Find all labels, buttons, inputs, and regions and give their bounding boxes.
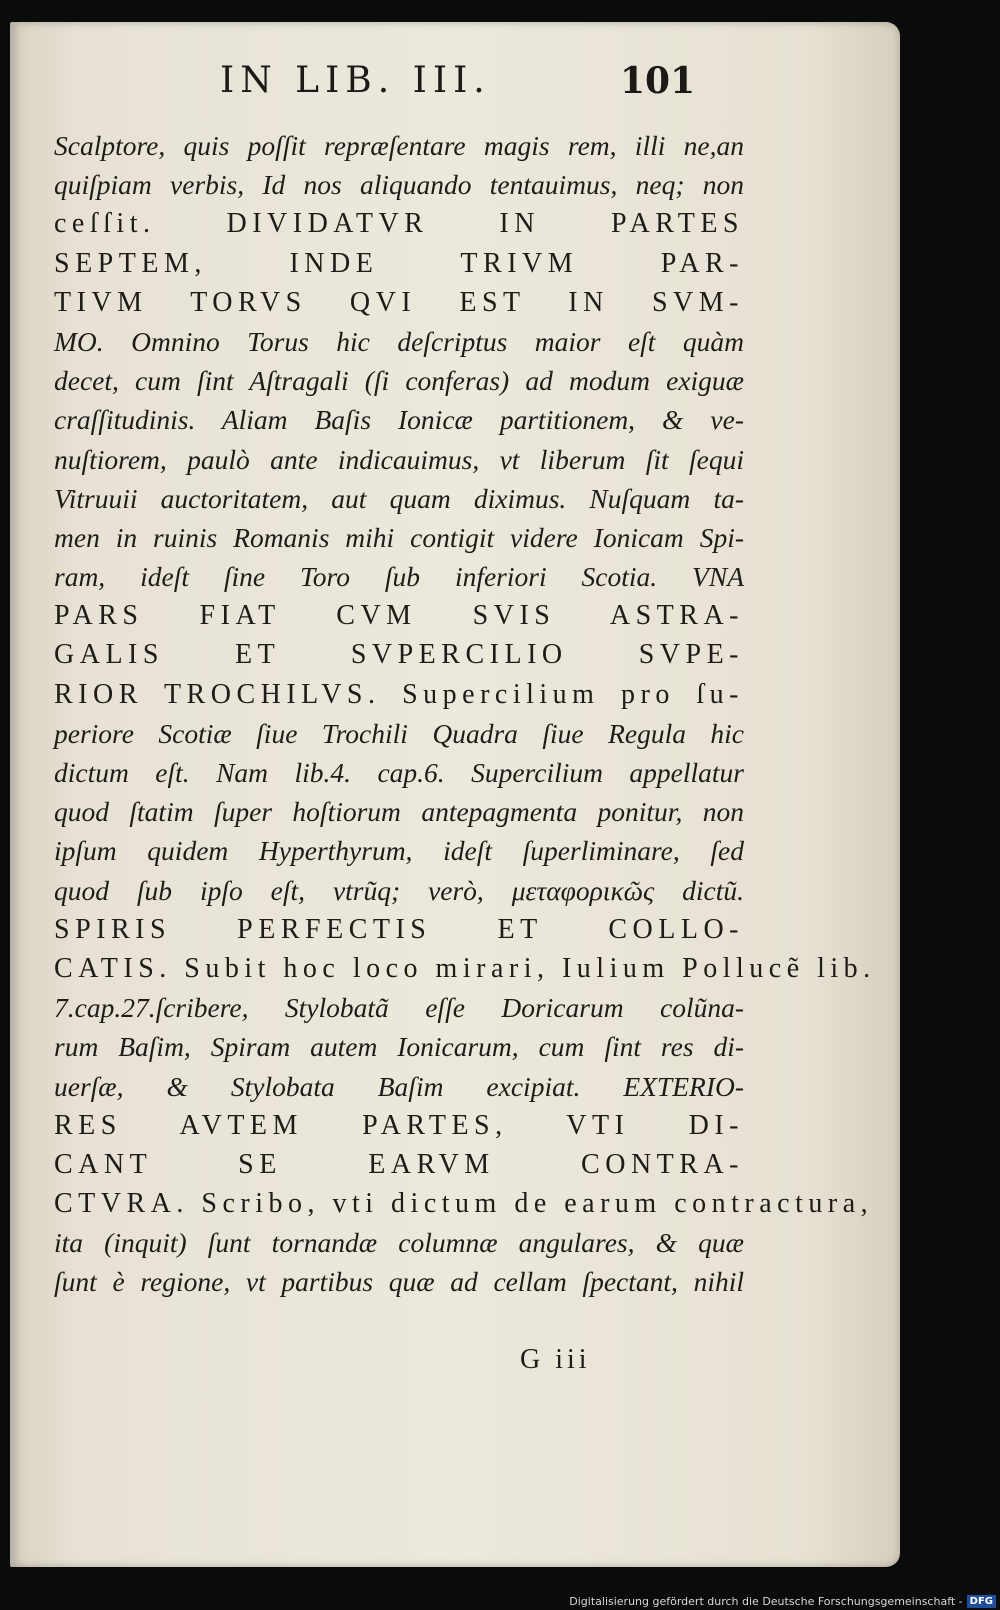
- text-line: RES AVTEM PARTES, VTI DI-: [54, 1109, 744, 1141]
- text-line: men in ruinis Romanis mihi contigit videre Ionicam Spi-: [54, 521, 744, 553]
- text-line: quod ſtatim ſuper hoſtiorum antepagmenta ponitur, non: [54, 796, 744, 828]
- text-line: CANT SE EARVM CONTRA-: [54, 1148, 744, 1180]
- text-line: Scalptore, quis poſſit repræſentare magis rem, illi ne,an: [54, 130, 744, 161]
- credit-text: Digitalisierung gefördert durch die Deutsche Forschungsgemeinschaft -: [569, 1595, 963, 1608]
- text-line: GALIS ET SVPERCILIO SVPE-: [54, 639, 744, 671]
- text-line: MO. Omnino Torus hic deſcriptus maior eſt quàm: [54, 325, 744, 357]
- book-page: [10, 22, 900, 1567]
- text-line: PARS FIAT CVM SVIS ASTRA-: [54, 600, 744, 632]
- text-line: nuſtiorem, paulò ante indicauimus, vt liberum ſit ſequi: [54, 443, 744, 475]
- text-line: ita (inquit) ſunt tornandæ columnæ angulares, & quæ: [54, 1227, 744, 1259]
- text-line: SEPTEM, INDE TRIVM PAR-: [54, 247, 744, 279]
- text-line: dictum eſt. Nam lib.4. cap.6. Supercilium appellatur: [54, 757, 744, 788]
- text-line: ram, ideſt ſine Toro ſub inferiori Scotia. VNA: [54, 561, 744, 593]
- text-line: decet, cum ſint Aſtragali (ſi conferas) ad modum exiguæ: [54, 365, 744, 397]
- digitization-credit: [569, 1595, 996, 1608]
- text-line: periore Scotiæ ſiue Trochili Quadra ſiue Regula hic: [54, 717, 744, 749]
- page-header: [10, 60, 900, 110]
- text-line: CATIS. Subit hoc loco mirari, Iulium Pollucẽ lib.: [54, 952, 876, 984]
- text-line: 7.cap.27.ſcribere, Stylobatã eſſe Doricarum colũna-: [54, 992, 744, 1024]
- page-number: 101: [620, 60, 696, 102]
- body-text: [54, 126, 876, 1302]
- text-line: uerſæ, & Stylobata Baſim excipiat. EXTERIO-: [54, 1070, 744, 1102]
- text-line: ipſum quidem Hyperthyrum, ideſt ſuperliminare, ſed: [54, 835, 744, 867]
- text-line: Vitruuii auctoritatem, aut quam diximus. Nuſquam ta-: [54, 482, 744, 514]
- text-line: ceſſit. DIVIDATVR IN PARTES: [54, 208, 744, 240]
- text-line: rum Baſim, Spiram autem Ionicarum, cum ſint res di-: [54, 1031, 744, 1063]
- text-line: CTVRA. Scribo, vti dictum de earum contractura,: [54, 1188, 874, 1220]
- text-line: quiſpiam verbis, Id nos aliquando tentauimus, neq; non: [54, 169, 744, 201]
- dfg-logo-icon: DFG: [967, 1595, 996, 1608]
- text-line: SPIRIS PERFECTIS ET COLLO-: [54, 913, 744, 945]
- text-line: TIVM TORVS QVI EST IN SVM-: [54, 286, 744, 318]
- signature-mark: G iii: [520, 1344, 591, 1375]
- text-line: ſunt è regione, vt partibus quæ ad cellam ſpectant, nihil: [54, 1266, 744, 1298]
- text-line: quod ſub ipſo eſt, vtrũq; verò, μεταφορικῶς dictũ.: [54, 874, 744, 906]
- text-line: craſſitudinis. Aliam Baſis Ionicæ partitionem, & ve-: [54, 404, 744, 436]
- text-line: RIOR TROCHILVS. Supercilium pro ſu-: [54, 678, 744, 710]
- running-head: IN LIB. III.: [220, 60, 491, 101]
